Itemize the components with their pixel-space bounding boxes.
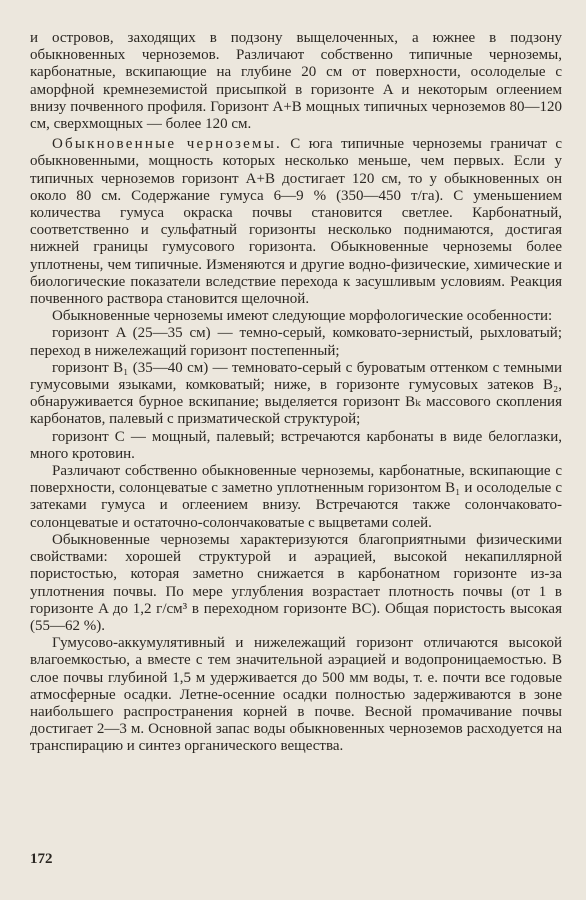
paragraph-intro: и островов, заходящих в подзону выщелоченных, а южнее в подзону обыкновенных черноземов. Различают собственно типичные черноземы, карбонатные, вскипающие на глубине 20 см от поверхности, осолоделые с аморфной кремнеземистой присыпкой в горизонте A и некоторым оглеением внизу почвенного профиля. Горизонт A+B мощных типичных черноземов 80—120 см, сверхмощных — более 120 см. [30, 30, 562, 133]
paragraph-horizon-b1: горизонт B₁ (35—40 см) — темновато-серый с буроватым оттенком с темными гумусовыми языками, комковатый; ниже, в горизонте гумусовых затеков B₂, обнаруживается бурное вскипание; выделяется горизонт Bₖ массового скопления карбонатов, палевый с призматической структурой; [30, 359, 562, 428]
paragraph-subtypes: Различают собственно обыкновенные черноземы, карбонатные, вскипающие с поверхности, солонцеватые с заметно уплотненным горизонтом B₁ и осолоделые с затеками гумуса и оглеением внизу. Встречаются также солончаковато-солонцеватые и остаточно-солончаковатые с выцветами солей. [30, 463, 562, 531]
section-heading: Обыкновенные черноземы. [52, 136, 282, 153]
paragraph-water-regime: Гумусово-аккумулятивный и нижележащий горизонт отличаются высокой влагоемкостью, а вместе с тем значительной аэрацией и водопроницаемостью. В слое почвы глубиной 1,5 м удерживается до 500 мм воды, т. е. почти все годовые атмосферные осадки. Летне-осенние осадки полностью задерживаются в зоне наибольшего распространения корней в почве. Весной промачивание почвы достигает 2—3 м. Основной запас воды обыкновенных черноземов расходуется на транспирацию и синтез органического вещества. [30, 635, 562, 755]
page-number: 172 [30, 851, 53, 867]
paragraph-ordinary-chernozems: Обыкновенные черноземы. С юга типичные черноземы граничат с обыкновенными, мощность которых несколько меньше, чем первых. Если у типичных черноземов горизонт A+B достигает 120 см, то у обыкновенных он около 80 см. Содержание гумуса 6—9 % (350—450 т/га). С уменьшением количества гумуса окраска почвы становится светлее. Карбонатный, соответственно и сульфатный горизонты несколько поднимаются, достигая нижней границы гумусового горизонта. Обыкновенные черноземы более уплотнены, чем типичные. Изменяются и другие водно-физические, химические и биологические показатели вследствие перехода к засушливым условиям. Реакция почвенного раствора становится щелочной. [30, 136, 562, 308]
body-text [30, 30, 562, 756]
paragraph-morphology-intro: Обыкновенные черноземы имеют следующие морфологические особенности: [52, 308, 553, 325]
paragraph-horizon-c: горизонт C — мощный, палевый; встречаются карбонаты в виде белоглазки, много кротовин. [30, 428, 562, 462]
paragraph-physical-properties: Обыкновенные черноземы характеризуются благоприятными физическими свойствами: хорошей структурой и аэрацией, высокой некапиллярной пористостью, которая заметно снижается в карбонатном горизонте из-за уплотнения почвы. По мере углубления возрастает плотность почвы (от 1 в горизонте A до 1,2 г/см³ в переходном горизонте BC). Общая пористость высокая (55—62 %). [30, 531, 562, 634]
paragraph-horizon-a: горизонт A (25—35 см) — темно-серый, комковато-зернистый, рыхловатый; переход в нижележащий горизонт постепенный; [30, 325, 562, 359]
